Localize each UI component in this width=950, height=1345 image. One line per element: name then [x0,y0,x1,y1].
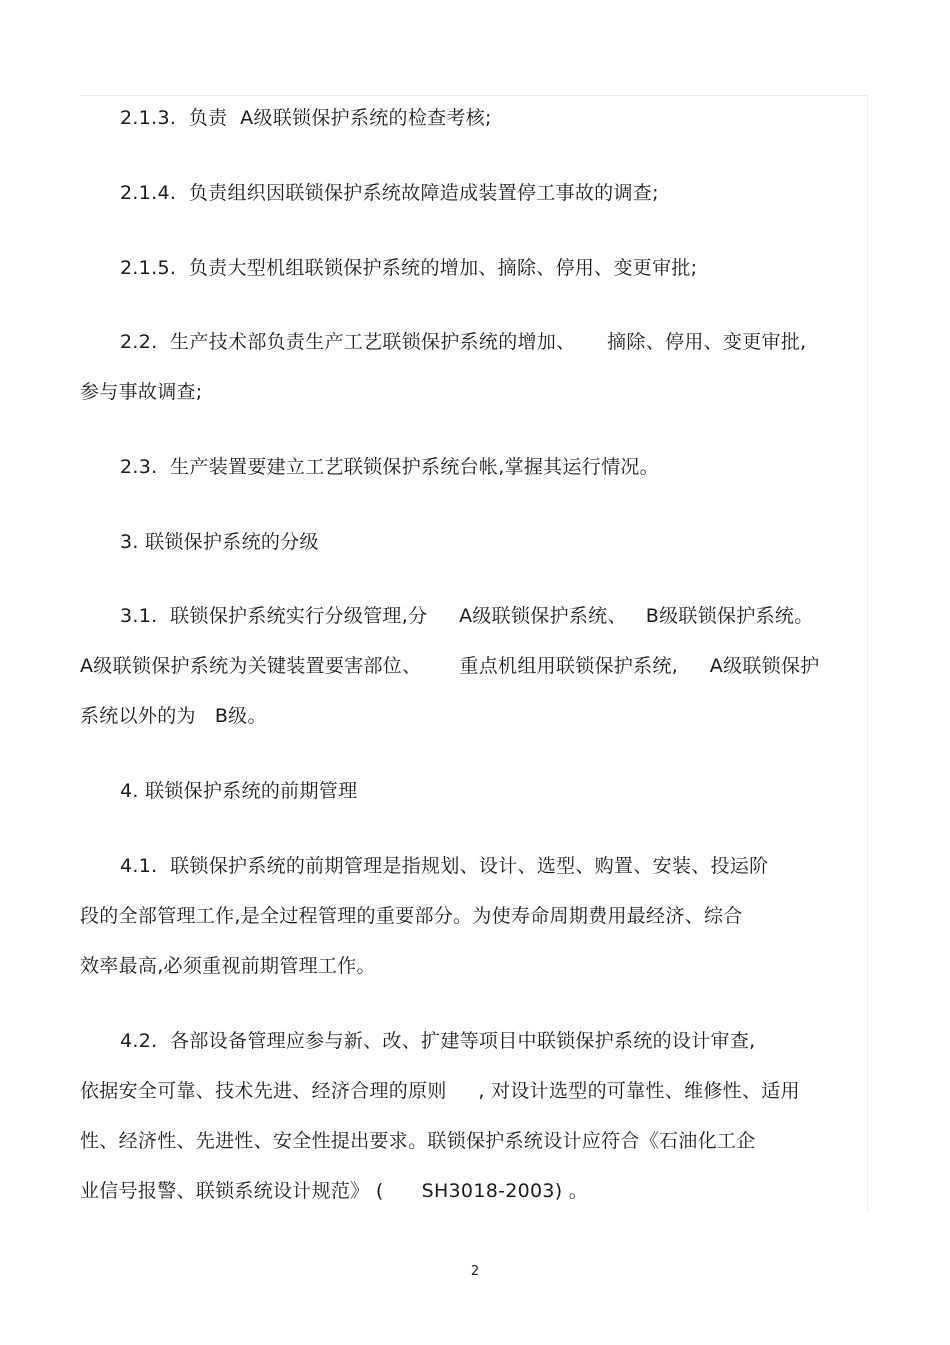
section-3-heading: 3. 联锁保护系统的分级 [120,531,319,553]
clause-4-2-line-2: 依据安全可靠、技术先进、经济合理的原则 , 对设计选型的可靠性、维修性、适用 [80,1080,800,1102]
clause-2-1-5: 2.1.5. 负责大型机组联锁保护系统的增加、摘除、停用、变更审批; [120,257,698,279]
clause-4-2-line-1: 4.2. 各部设备管理应参与新、改、扩建等项目中联锁保护系统的设计审查, [120,1030,756,1052]
clause-4-2-line-3: 性、经济性、先进性、安全性提出要求。联锁保护系统设计应符合《石油化工企 [80,1130,756,1152]
section-4-heading: 4. 联锁保护系统的前期管理 [120,780,358,802]
clause-3-1-line-3: 系统以外的为 B级。 [80,705,267,727]
clause-4-1-line-3: 效率最高,必须重视前期管理工作。 [80,955,376,977]
clause-2-1-3: 2.1.3. 负责 A级联锁保护系统的检查考核; [120,107,492,129]
clause-3-1-line-2: A级联锁保护系统为关键装置要害部位、 重点机组用联锁保护系统, A级联锁保护 [80,655,820,677]
clause-4-1-line-2: 段的全部管理工作,是全过程管理的重要部分。为使寿命周期费用最经济、综合 [80,905,743,927]
clause-2-2-line-1: 2.2. 生产技术部负责生产工艺联锁保护系统的增加、 摘除、停用、变更审批, [120,331,807,353]
clause-2-3: 2.3. 生产装置要建立工艺联锁保护系统台帐,掌握其运行情况。 [120,456,659,478]
clause-4-1-line-1: 4.1. 联锁保护系统的前期管理是指规划、设计、选型、购置、安装、投运阶 [120,855,769,877]
clause-2-1-4: 2.1.4. 负责组织因联锁保护系统故障造成装置停工事故的调查; [120,182,659,204]
page-number: 2 [470,1264,480,1279]
clause-3-1-line-1: 3.1. 联锁保护系统实行分级管理,分 A级联锁保护系统、 B级联锁保护系统。 [120,605,814,627]
clause-4-2-line-4: 业信号报警、联锁系统设计规范》 ( SH3018-2003) 。 [80,1180,589,1202]
clause-2-2-line-2: 参与事故调查; [80,381,203,403]
